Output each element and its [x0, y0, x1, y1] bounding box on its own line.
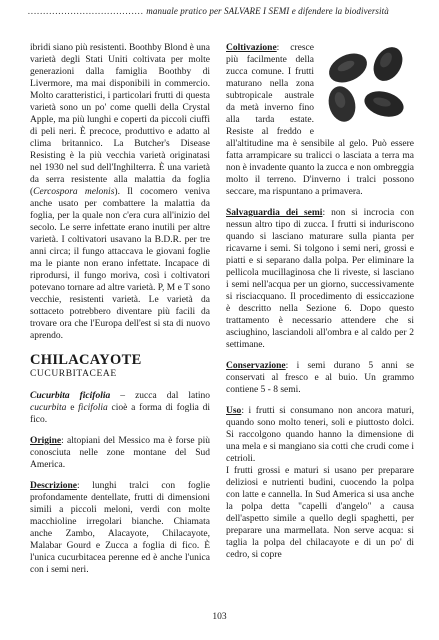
- cultivation-label: Coltivazione: [226, 43, 277, 53]
- text-run: ). Il cocomero veniva anche usato per combattere la malattia da foglia, per la quale non c'era cura all'inizio del secolo. Le serre infettate erano inutili per altre varietà. I coltivatori usavano la B.D.R. per tre anni circa; il fungo attaccava le giovani foglie ma le piante non erano infettate. Incapace di riprodursi, il fungo moriva, così i coltivatori potevano tornare ad altre varietà. P, M e T sono vecchie, resistenti varietà. Le varietà da sottaceto potrebbero diventare più facili da trovare ora che l'Europa dell'est si sta di nuovo aprendo.: [30, 187, 211, 341]
- seed-image: [318, 42, 414, 126]
- text-run: – zucca dal latino: [110, 391, 211, 401]
- text-run: cioè a forma di foglia di fico.: [30, 403, 210, 425]
- section-family: CUCURBITACEAE: [30, 369, 117, 379]
- paragraph-latin: [30, 390, 210, 426]
- paragraph-varieties: [30, 42, 210, 342]
- paragraph-description: [30, 480, 210, 576]
- cultivation-text: : cresce più facilmente della zucca comune. I frutti maturano nella zona subtropicale australe da metà inverno fino alla tarda estate. Resiste al freddo e all'altitudine ma è sensibile al gelo. Può essere fatta arrampicare su tralicci o lasciata a terra ma non è invadente quanto la zucca e non ombreggia molto il terreno. D'inverno i tralci possono seccare, ma rispuntano a primavera.: [226, 43, 414, 197]
- latin-word: cucurbita: [30, 403, 67, 413]
- right-column: [226, 42, 414, 570]
- paragraph-conservation: [226, 360, 414, 396]
- paragraph-use-continued: I frutti grossi e maturi si usano per preparare deliziosi e nutrienti budini, cuocendo la polpa con latte e cannella. In Sud America si usa anche la polpa detta "capelli d'angelo" a causa dell'aspetto simile a quello degli spaghetti, per preparare una marmellata. Non serve acqua: si taglia la polpa del chilacayote e di un po' di cedro, si copre: [226, 466, 414, 560]
- header-title: manuale pratico per SALVARE I SEMI e difendere la biodiversità: [146, 6, 389, 16]
- conservation-label: Conservazione: [226, 361, 286, 371]
- latin-name: Cercospora melonis: [33, 187, 115, 197]
- header-dots: ......................................: [28, 6, 144, 16]
- left-column: [30, 42, 210, 585]
- section-title: CHILACAYOTE: [30, 352, 142, 368]
- seed-saving-text: : non si incrocia con nessun altro tipo di zucca. I frutti si induriscono quando si lasciano maturare sulla pianta per ricavarne i semi. Si tolgono i semi neri, grossi e piatti e si separano dalla polpa. Per eliminare la pellicola mucillaginosa che li riveste, si lasciano i semi nell'acqua per un giorno, successivamente si risciacquano. Il procedimento di essiccazione è descritto nella Sezione 6. Dopo questo trattamento è necessario attendere che si asciughino, lasciandoli all'ombra e al caldo per 2 settimane.: [226, 208, 414, 350]
- page-number: 103: [212, 612, 227, 622]
- latin-word: ficifolia: [78, 403, 108, 413]
- paragraph-origin: [30, 435, 210, 471]
- text-run: ibridi siano più resistenti. Boothby Blond è una varietà degli Stati Uniti coltivata per molte generazioni dalla famiglia Boothby di Livermore, ma mai disponibili in commercio. Molto caratteristici, i particolari frutti di questa varietà sono un po' come quelli della Crystal Apple, ma più lunghi e coperti da piccoli ciuffi di peli neri. È precoce, produttivo e adatto al clima britannico. La Butcher's Disease Resisting è la più vecchia varietà originatasi nel 1930 nel sud dell'Inghilterra. È una varietà da serra resistente alla malattia da foglia (: [30, 43, 210, 197]
- running-header: [28, 6, 417, 16]
- description-text: : lunghi tralci con foglie profondamente dentellate, frutti di dimensioni simili a piccoli meloni, verdi con molte macchioline irregolari bianche. Chiamata anche Zambo, Alacayote, Chilacayote, Malabar Gourd e Zucca a foglia di fico. È l'unica cucurbitacea perenne ed è anche l'unica con i semi neri.: [30, 481, 210, 575]
- paragraph-use: [226, 405, 414, 465]
- description-label: Descrizione: [30, 481, 77, 491]
- seed-saving-label: Salvaguardia dei semi: [226, 208, 323, 218]
- use-text: : i frutti si consumano non ancora maturi, quando sono molto teneri, soli e piuttosto dolci. Si raccolgono quando hanno la dimensione di una mela e si mangiano sia cotti che crudi come i cetrioli.: [226, 406, 414, 464]
- species-name: Cucurbita ficifolia: [30, 391, 111, 401]
- paragraph-seed-saving: [226, 207, 414, 351]
- origin-text: : altopiani del Messico ma è forse più conosciuta nelle zone montane del Sud America.: [30, 436, 210, 470]
- use-label: Uso: [226, 406, 242, 416]
- text-run: e: [66, 403, 79, 413]
- origin-label: Origine: [30, 436, 62, 446]
- conservation-text: : i semi durano 5 anni se conservati al fresco e al buio. Un grammo contiene 5 - 8 semi.: [226, 361, 414, 395]
